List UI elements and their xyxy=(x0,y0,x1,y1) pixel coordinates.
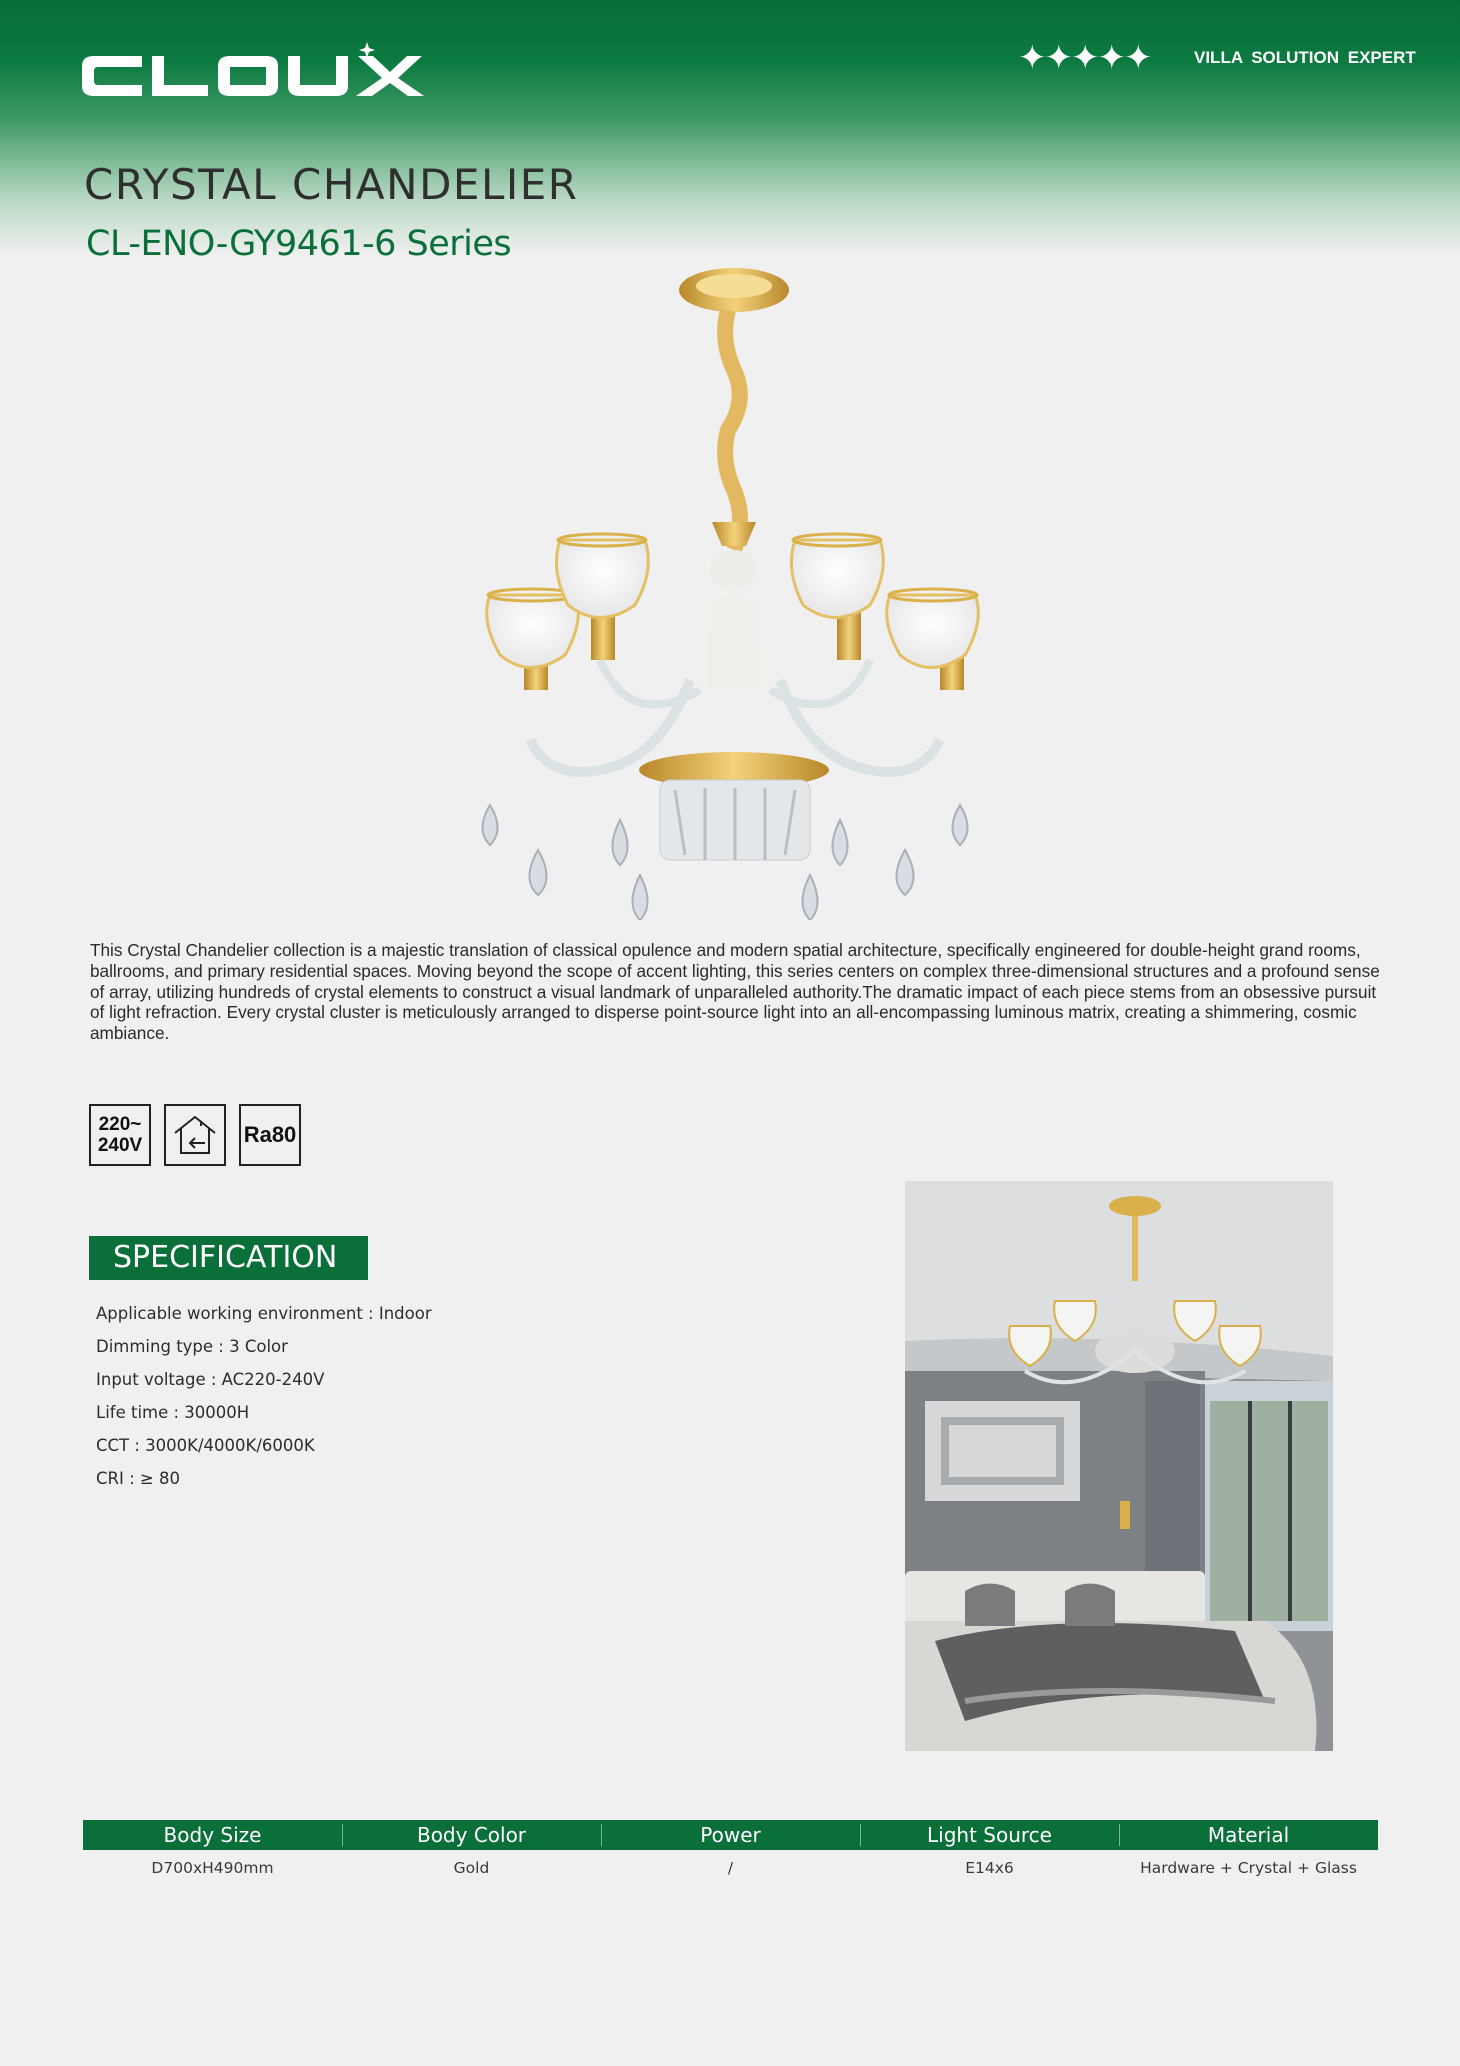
product-table-header xyxy=(83,1820,1378,1850)
bedroom-scene-image xyxy=(905,1181,1333,1751)
rating-stars: ✦✦✦✦✦ xyxy=(1018,38,1151,78)
brand-tagline: VILLA SOLUTION EXPERT xyxy=(1194,48,1416,67)
voltage-badge xyxy=(89,1104,151,1166)
cri-badge: Ra80 xyxy=(239,1104,301,1166)
table-header-cell: Power xyxy=(601,1820,860,1850)
table-cell: / xyxy=(727,1859,734,1877)
chandelier-product-image xyxy=(450,260,1010,920)
table-header-cell: Light Source xyxy=(860,1820,1119,1850)
table-header-cell: Body Size xyxy=(163,1823,262,1847)
spec-item: Input voltage : AC220-240V xyxy=(96,1370,325,1389)
table-row xyxy=(83,1856,1378,1880)
voltage-badge-line2: 240V xyxy=(97,1135,143,1156)
voltage-badge-line1: 220~ xyxy=(98,1114,142,1135)
table-cell: D700xH490mm xyxy=(151,1859,274,1877)
product-series-title: CL-ENO-GY9461-6 Series xyxy=(86,224,512,264)
product-description: This Crystal Chandelier collection is a majestic translation of classical opulence and modern spatial architecture, specifically engineered for double-height grand rooms, ballrooms, and primary residential spaces. Moving beyond the scope of accent lighting, this series centers on complex three-dimensional structures and a profound sense of array, utilizing hundreds of crystal elements to construct a visual landmark of unparalleled authority.The dramatic impact of each piece stems from an obsessive pursuit of light refraction. Every crystal cluster is meticulously arranged to disperse point-source light into an all-encompassing luminous matrix, creating a shimmering, cosmic ambiance. xyxy=(90,940,1380,1044)
table-cell: Gold xyxy=(453,1859,490,1877)
header-banner xyxy=(0,0,1460,260)
spec-item: CRI : ≥ 80 xyxy=(96,1469,180,1488)
cloux-logo xyxy=(80,40,440,110)
table-cell: E14x6 xyxy=(965,1859,1014,1877)
indoor-badge xyxy=(164,1104,226,1166)
spec-item: Life time : 30000H xyxy=(96,1403,250,1422)
product-category-title: CRYSTAL CHANDELIER xyxy=(84,160,579,209)
specification-list xyxy=(96,1300,432,1498)
spec-item: Dimming type : 3 Color xyxy=(96,1337,288,1356)
house-indoor-icon xyxy=(171,1113,219,1157)
spec-item: Applicable working environment : Indoor xyxy=(96,1304,432,1323)
table-header-cell: Body Color xyxy=(342,1820,601,1850)
table-header-cell: Material xyxy=(1119,1820,1378,1850)
table-cell: Hardware + Crystal + Glass xyxy=(1140,1859,1357,1877)
specification-heading: SPECIFICATION xyxy=(89,1236,368,1280)
spec-item: CCT : 3000K/4000K/6000K xyxy=(96,1436,315,1455)
